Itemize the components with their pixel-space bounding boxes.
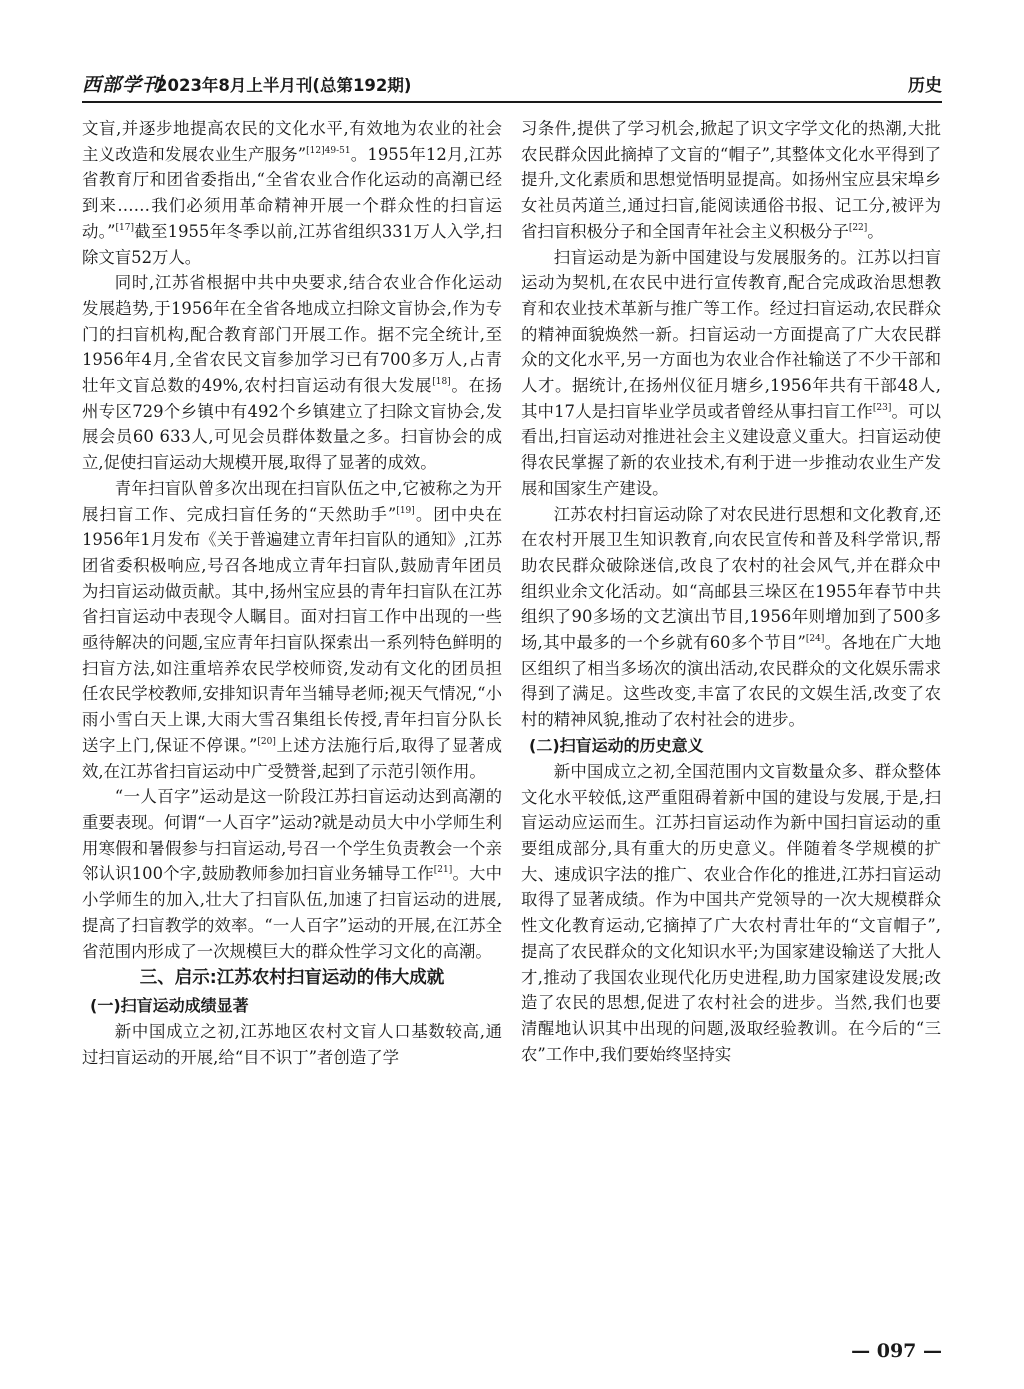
issue-info: 2023年8月上半月刊(总第192期) <box>156 76 412 95</box>
paragraph: 同时,江苏省根据中共中央要求,结合农业合作化运动发展趋势,于1956年在全省各地成立扫除文盲协会,作为专门的扫盲机构,配合教育部门开展工作。据不完全统计,至1956年4月,全省农民文盲参加学习已有700多万人,占青壮年文盲总数的49%,农村扫盲运动有很大发展[18]。在扬州专区729个乡镇中有492个乡镇建立了扫除文盲协会,发展会员60 633人,可见会员群体数量之多。扫盲协会的成立,促使扫盲运动大规模开展,取得了显著的成效。 <box>82 273 503 473</box>
citation[interactable]: [23] <box>872 402 892 413</box>
paragraph: 新中国成立之初,全国范围内文盲数量众多、群众整体文化水平较低,这严重阻碍着新中国的建设与发展,于是,扫盲运动应运而生。江苏扫盲运动作为新中国扫盲运动的重要组成部分,具有重大的历史意义。伴随着冬学规模的扩大、速成识字法的推广、农业合作化的推进,江苏扫盲运动取得了显著成绩。作为中国共产党领导的一次大规模群众性文化教育运动,它摘掉了广大农村青壮年的“文盲帽子”,提高了农民群众的文化知识水平;为国家建设输送了大批人才,推动了我国农业现代化历史进程,助力国家建设发展;改造了农民的思想,促进了农村社会的进步。当然,我们也要清醒地认识其中出现的问题,汲取经验教训。在今后的“三农”工作中,我们要始终坚持实 <box>521 761 941 1064</box>
page-number: — 097 — <box>851 1340 942 1362</box>
citation[interactable]: [18] <box>432 377 451 388</box>
header-rule <box>82 101 942 103</box>
paragraph: 扫盲运动是为新中国建设与发展服务的。江苏以扫盲运动为契机,在农民中进行宣传教育,配合完成政治思想教育和农业技术革新与推广等工作。经过扫盲运动,农民群众的精神面貌焕然一新。扫盲运动一方面提高了广大农民群众的文化水平,另一方面也为农业合作社输送了不少干部和人才。据统计,在扬州仪征月塘乡,1956年共有干部48人,其中17人是扫盲毕业学员或者曾经从事扫盲工作[23]。可以看出,扫盲运动对推进社会主义建设意义重大。扫盲运动使得农民掌握了新的农业技术,有利于进一步推动农业生产发展和国家生产建设。 <box>521 247 942 498</box>
citation[interactable]: [17] <box>115 222 135 233</box>
paragraph: 习条件,提供了学习机会,掀起了识文字学文化的热潮,大批农民群众因此摘掉了文盲的“帽子”,其整体文化水平得到了提升,文化素质和思想觉悟明显提高。如扬州宝应县宋埠乡女社员芮道兰,通过扫盲,能阅读通俗书报、记工分,被评为省扫盲积极分子和全国青年社会主义积极分子[22]。 <box>521 119 941 241</box>
citation[interactable]: [21] <box>433 865 453 876</box>
citation[interactable]: [12]49-51 <box>306 145 351 156</box>
subsection-heading: (二)扫盲运动的历史意义 <box>529 735 704 755</box>
paragraph: 新中国成立之初,江苏地区农村文盲人口基数较高,通过扫盲运动的开展,给“目不识丁”者创造了学 <box>82 1022 502 1067</box>
paragraph: 江苏农村扫盲运动除了对农民进行思想和文化教育,还在农村开展卫生知识教育,向农民宣传和普及科学常识,帮助农民群众破除迷信,改良了农村的社会风气,并在群众中组织业余文化活动。如“高邮县三垛区在1955年春节中共组织了90多场的文艺演出节目,1956年则增加到了500多场,其中最多的一个乡就有60多个节目”[24]。各地在广大地区组织了相当多场次的演出活动,农民群众的文化娱乐需求得到了满足。这些改变,丰富了农民的文娱生活,改变了农村的精神风貌,推动了农村社会的进步。 <box>521 504 941 730</box>
subsection-heading: (一)扫盲运动成绩显著 <box>90 996 249 1016</box>
left-column <box>82 116 502 1071</box>
section-heading: 三、启示:江苏农村扫盲运动的伟大成就 <box>139 968 445 989</box>
right-column <box>521 116 941 1067</box>
citation[interactable]: [24] <box>805 634 825 645</box>
paragraph: “一人百字”运动是这一阶段江苏扫盲运动达到高潮的重要表现。何谓“一人百字”运动?就是动员大中小学师生利用寒假和暑假参与扫盲运动,号召一个学生负责教会一个亲邻认识100个字,鼓励教师参加扫盲业务辅导工作[21]。大中小学师生的加入,壮大了扫盲队伍,加速了扫盲运动的进展,提高了扫盲教学的效率。“一人百字”运动的开展,在江苏全省范围内形成了一次规模巨大的群众性学习文化的高潮。 <box>82 787 503 961</box>
citation[interactable]: [22] <box>848 222 868 233</box>
section-label: 历史 <box>908 76 942 96</box>
paragraph: 青年扫盲队曾多次出现在扫盲队伍之中,它被称之为开展扫盲工作、完成扫盲任务的“天然助手”[19]。团中央在1956年1月发布《关于普遍建立青年扫盲队的通知》,江苏团省委积极响应,号召各地成立青年扫盲队,鼓励青年团员为扫盲运动做贡献。其中,扬州宝应县的青年扫盲队在江苏省扫盲运动中表现令人瞩目。面对扫盲工作中出现的一些亟待解决的问题,宝应青年扫盲队探索出一系列特色鲜明的扫盲方法,如注重培养农民学校师资,发动有文化的团员担任农民学校教师,安排知识青年当辅导老师;视天气情况,“小雨小雪白天上课,大雨大雪召集组长传授,青年扫盲分队长送字上门,保证不停课。”[20]上述方法施行后,取得了显著成效,在江苏省扫盲运动中广受赞誉,起到了示范引领作用。 <box>82 478 503 781</box>
citation[interactable]: [20] <box>257 736 276 747</box>
journal-logo: 西部学刊 <box>82 74 163 96</box>
paragraph: 文盲,并逐步地提高农民的文化水平,有效地为农业的社会主义改造和发展农业生产服务”$^{[12]49-51}$。1955年12月,江苏省教育厅和团省委指出,“全省农业合作化运动的高潮已经到来……我们必须用革命精神开展一个群众性的扫盲运动。”[17]截至1955年冬季以前,江苏省组织331万人入学,扫除文盲52万人。 <box>82 119 502 267</box>
citation[interactable]: [19] <box>396 505 415 516</box>
running-header <box>82 66 942 100</box>
